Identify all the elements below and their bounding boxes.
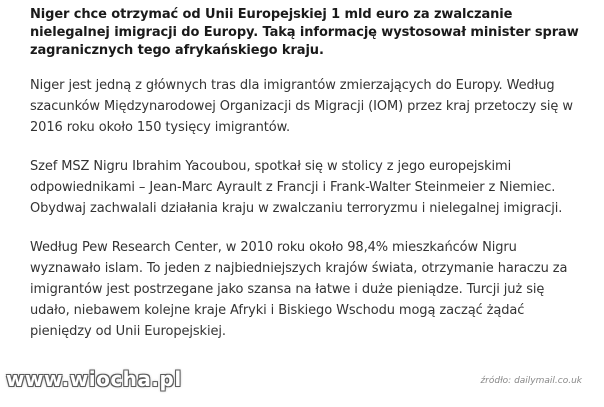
article [30, 6, 580, 360]
article-paragraph: Według Pew Research Center, w 2010 roku około 98,4% mieszkańców Nigru wyznawało islam. To jeden z najbiedniejszych krajów świata, otrzymanie haraczu za imigrantów jest postrzegane jako szansa na łatwe i duże pieniądze. Turcji już się udało, niebawem kolejne kraje Afryki i Biskiego Wschodu mogą zacząć żądać pieniędzy od Unii Europejskiej. [30, 240, 568, 339]
source-credit: źródło: dailymail.co.uk [480, 376, 582, 386]
article-paragraph: Szef MSZ Nigru Ibrahim Yacoubou, spotkał się w stolicy z jego europejskimi odpowiednikami – Jean-Marc Ayrault z Francji i Frank-Walter Steinmeier z Niemiec. Obydwaj zachwalali działania kraju w zwalczaniu terroryzmu i nielegalnej imigracji. [30, 159, 563, 216]
watermark: www.wiocha.pl [6, 367, 182, 391]
article-paragraph: Niger jest jedną z głównych tras dla imigrantów zmierzających do Europy. Według szacunków Międzynarodowej Organizacji ds Migracji (IOM) przez kraj przetoczy się w 2016 roku około 150 tysięcy imigrantów. [30, 78, 573, 135]
article-lead: Niger chce otrzymać od Unii Europejskiej 1 mld euro za zwalczanie nielegalnej imigracji do Europy. Taką informację wystosował minister spraw zagranicznych tego afrykańskiego kraju. [30, 7, 579, 58]
